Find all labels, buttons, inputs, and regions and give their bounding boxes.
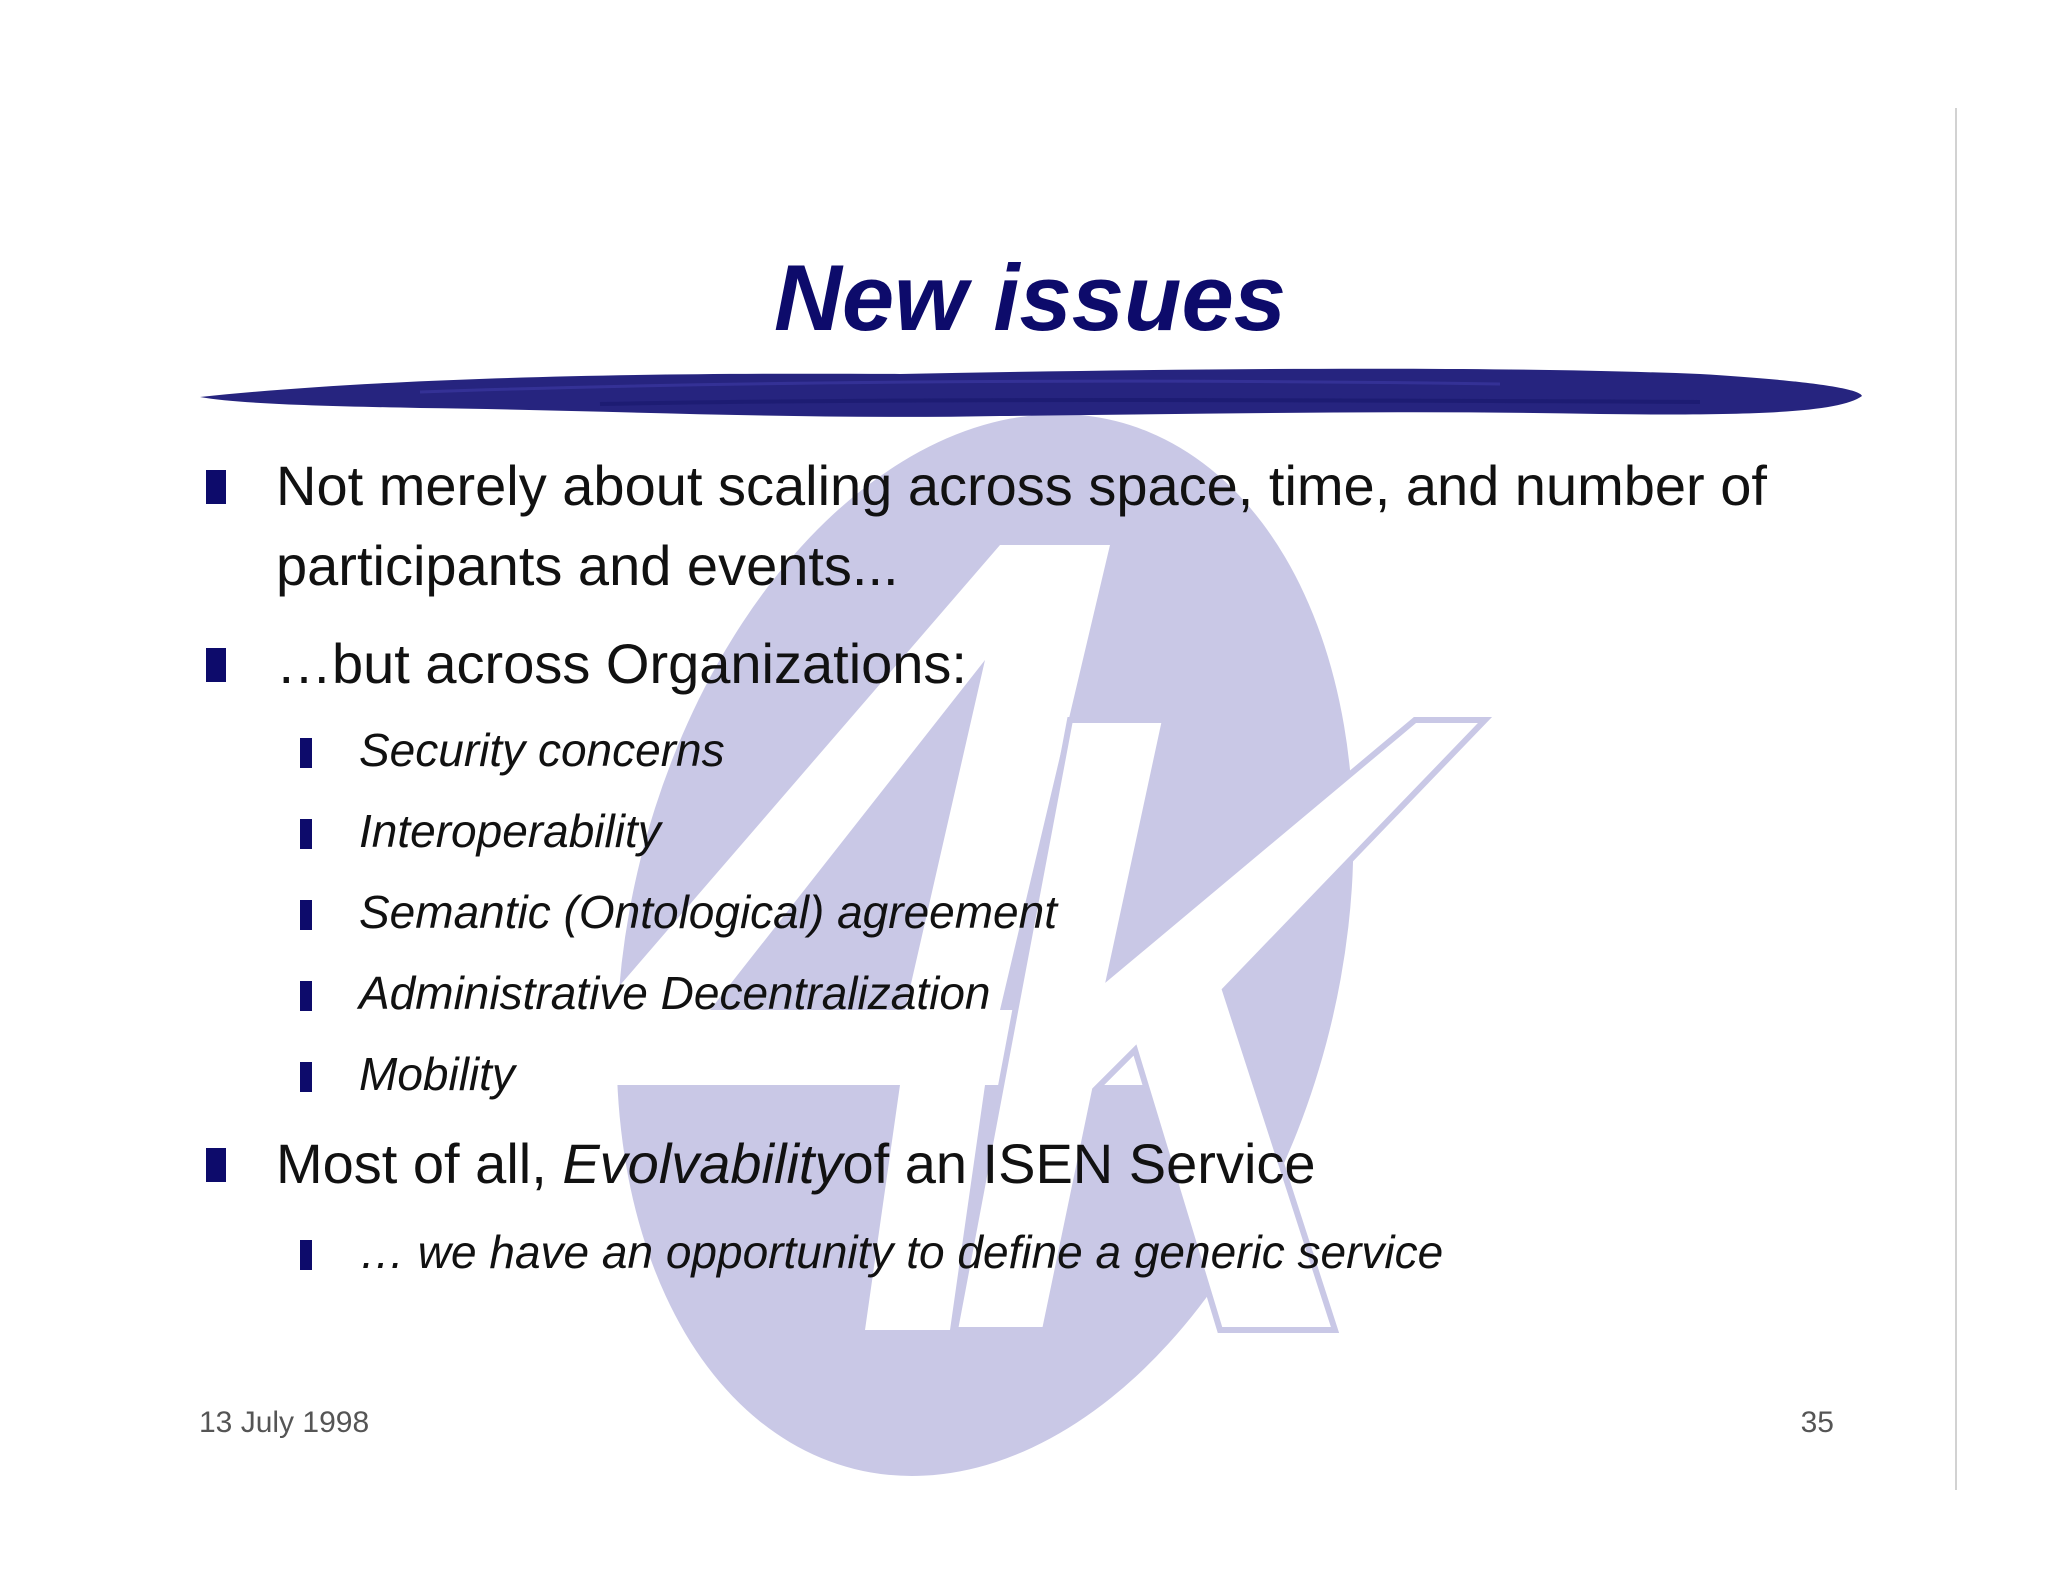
bullet-text: Not merely about scaling across space, time, and number of participants and events... — [276, 454, 1767, 597]
sub-bullet-marker — [300, 819, 312, 849]
bullet-marker — [206, 1148, 226, 1182]
bullet-text-post: of an ISEN Service — [842, 1132, 1316, 1195]
bullet-marker — [206, 648, 226, 682]
bullet-text-emphasis: Evolvability — [562, 1132, 843, 1195]
footer-date: 13 July 1998 — [199, 1406, 370, 1439]
sub-bullet-decentralization — [359, 963, 1859, 1023]
sub-bullet-text: Mobility — [359, 1048, 515, 1100]
sub-bullet-security — [359, 720, 1859, 780]
slide-title: New issues — [773, 245, 1287, 350]
bullet-marker — [206, 470, 226, 504]
sub-bullet-text: Interoperability — [359, 805, 661, 857]
sub-bullet-text: Security concerns — [359, 724, 725, 776]
bullet-text: …but across Organizations: — [276, 632, 967, 695]
sub-bullet-text: Semantic (Ontological) agreement — [359, 886, 1057, 938]
sub-bullet-marker — [300, 981, 312, 1011]
sub-bullet-text: … we have an opportunity to define a generic service — [359, 1226, 1444, 1278]
bullet-text-pre: Most of all, — [276, 1132, 563, 1195]
sub-bullet-mobility — [359, 1044, 1859, 1104]
sub-bullet-text: Administrative Decentralization — [359, 967, 991, 1019]
bullet-organizations — [276, 624, 1796, 704]
bullet-evolvability — [276, 1124, 1796, 1204]
bullet-scaling — [276, 446, 1796, 606]
sub-bullet-marker — [300, 1062, 312, 1092]
sub-bullet-marker — [300, 900, 312, 930]
sub-bullet-semantic — [359, 882, 1859, 942]
sub-bullet-interoperability — [359, 801, 1859, 861]
sub-bullet-generic-service — [359, 1222, 1859, 1282]
sub-bullet-marker — [300, 1240, 312, 1270]
sub-bullet-marker — [300, 738, 312, 768]
footer-page-number: 35 — [1800, 1406, 1834, 1439]
